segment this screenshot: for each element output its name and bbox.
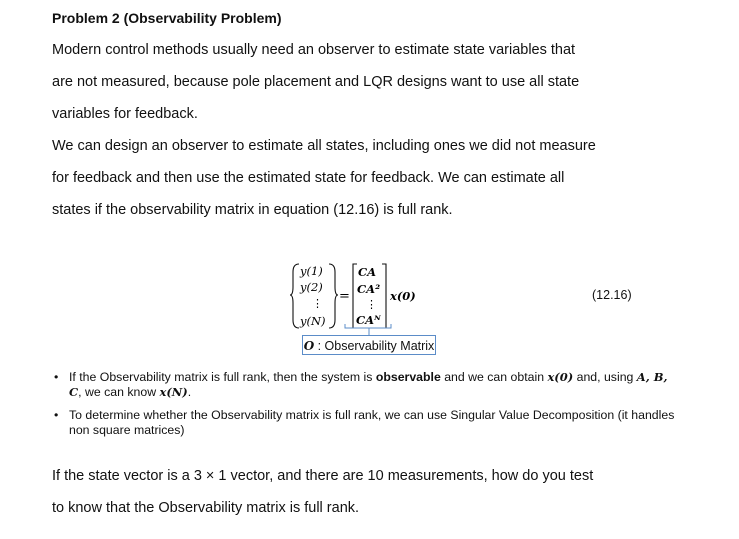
bullet-math: x(0) — [547, 370, 574, 384]
matrix-bracket-right — [382, 264, 386, 328]
bullet-dot: • — [54, 408, 59, 422]
matrix-entry: CA² — [357, 282, 381, 296]
matrix-label-text: : Observability Matrix — [314, 339, 435, 353]
bullet-text: and we can obtain — [440, 370, 548, 384]
left-brace-close — [329, 264, 338, 328]
question-paragraph — [52, 466, 593, 530]
bullet-text: To determine whether the Observability matrix is full rank, we can use Singular Value Decomposition (it handles non square matrices) — [69, 408, 675, 437]
bullet-math: x(N) — [159, 385, 188, 399]
bullet-item — [54, 370, 684, 400]
lhs-entry: ⋮ — [312, 297, 323, 310]
bullet-bold: observable — [375, 370, 441, 384]
lhs-entry: y(2) — [300, 280, 323, 294]
intro-line: states if the observability matrix in equation (12.16) is full rank. — [52, 202, 453, 218]
matrix-entry: ⋮ — [366, 298, 377, 311]
equation-number: (12.16) — [592, 288, 632, 302]
state-vector: x(0) — [390, 289, 416, 303]
bullet-item — [54, 408, 684, 438]
bullet-list — [54, 370, 684, 446]
bullet-dot: • — [54, 370, 59, 384]
bullet-math: A, B, C — [69, 370, 668, 399]
matrix-entry: CAᴺ — [356, 313, 381, 327]
bullet-text: . — [187, 385, 192, 399]
bullet-text: , we can know — [78, 385, 160, 399]
intro-line: are not measured, because pole placement and LQR designs want to use all state — [52, 74, 580, 90]
intro-line: We can design an observer to estimate all states, including ones we did not measure — [52, 138, 596, 154]
equals-sign: = — [339, 289, 350, 304]
intro-line: for feedback and then use the estimated state for feedback. We can estimate all — [52, 170, 565, 186]
question-line: If the state vector is a 3 × 1 vector, and there are 10 measurements, how do you test — [52, 468, 594, 484]
intro-paragraph — [52, 40, 596, 232]
bullet-text: and, using — [573, 370, 637, 384]
intro-line: variables for feedback. — [52, 106, 198, 122]
matrix-symbol: O — [303, 339, 315, 353]
left-brace-open — [290, 264, 299, 328]
question-line: to know that the Observability matrix is full rank. — [52, 500, 360, 516]
bullet-text: If the Observability matrix is full rank, then the system is — [69, 370, 376, 384]
lhs-entry: y(1) — [300, 264, 323, 278]
observability-matrix-label — [302, 335, 436, 355]
problem-title: Problem 2 (Observability Problem) — [52, 10, 282, 26]
lhs-entry: y(N) — [300, 314, 326, 328]
intro-line: Modern control methods usually need an observer to estimate state variables that — [52, 42, 576, 58]
matrix-entry: CA — [358, 265, 377, 279]
